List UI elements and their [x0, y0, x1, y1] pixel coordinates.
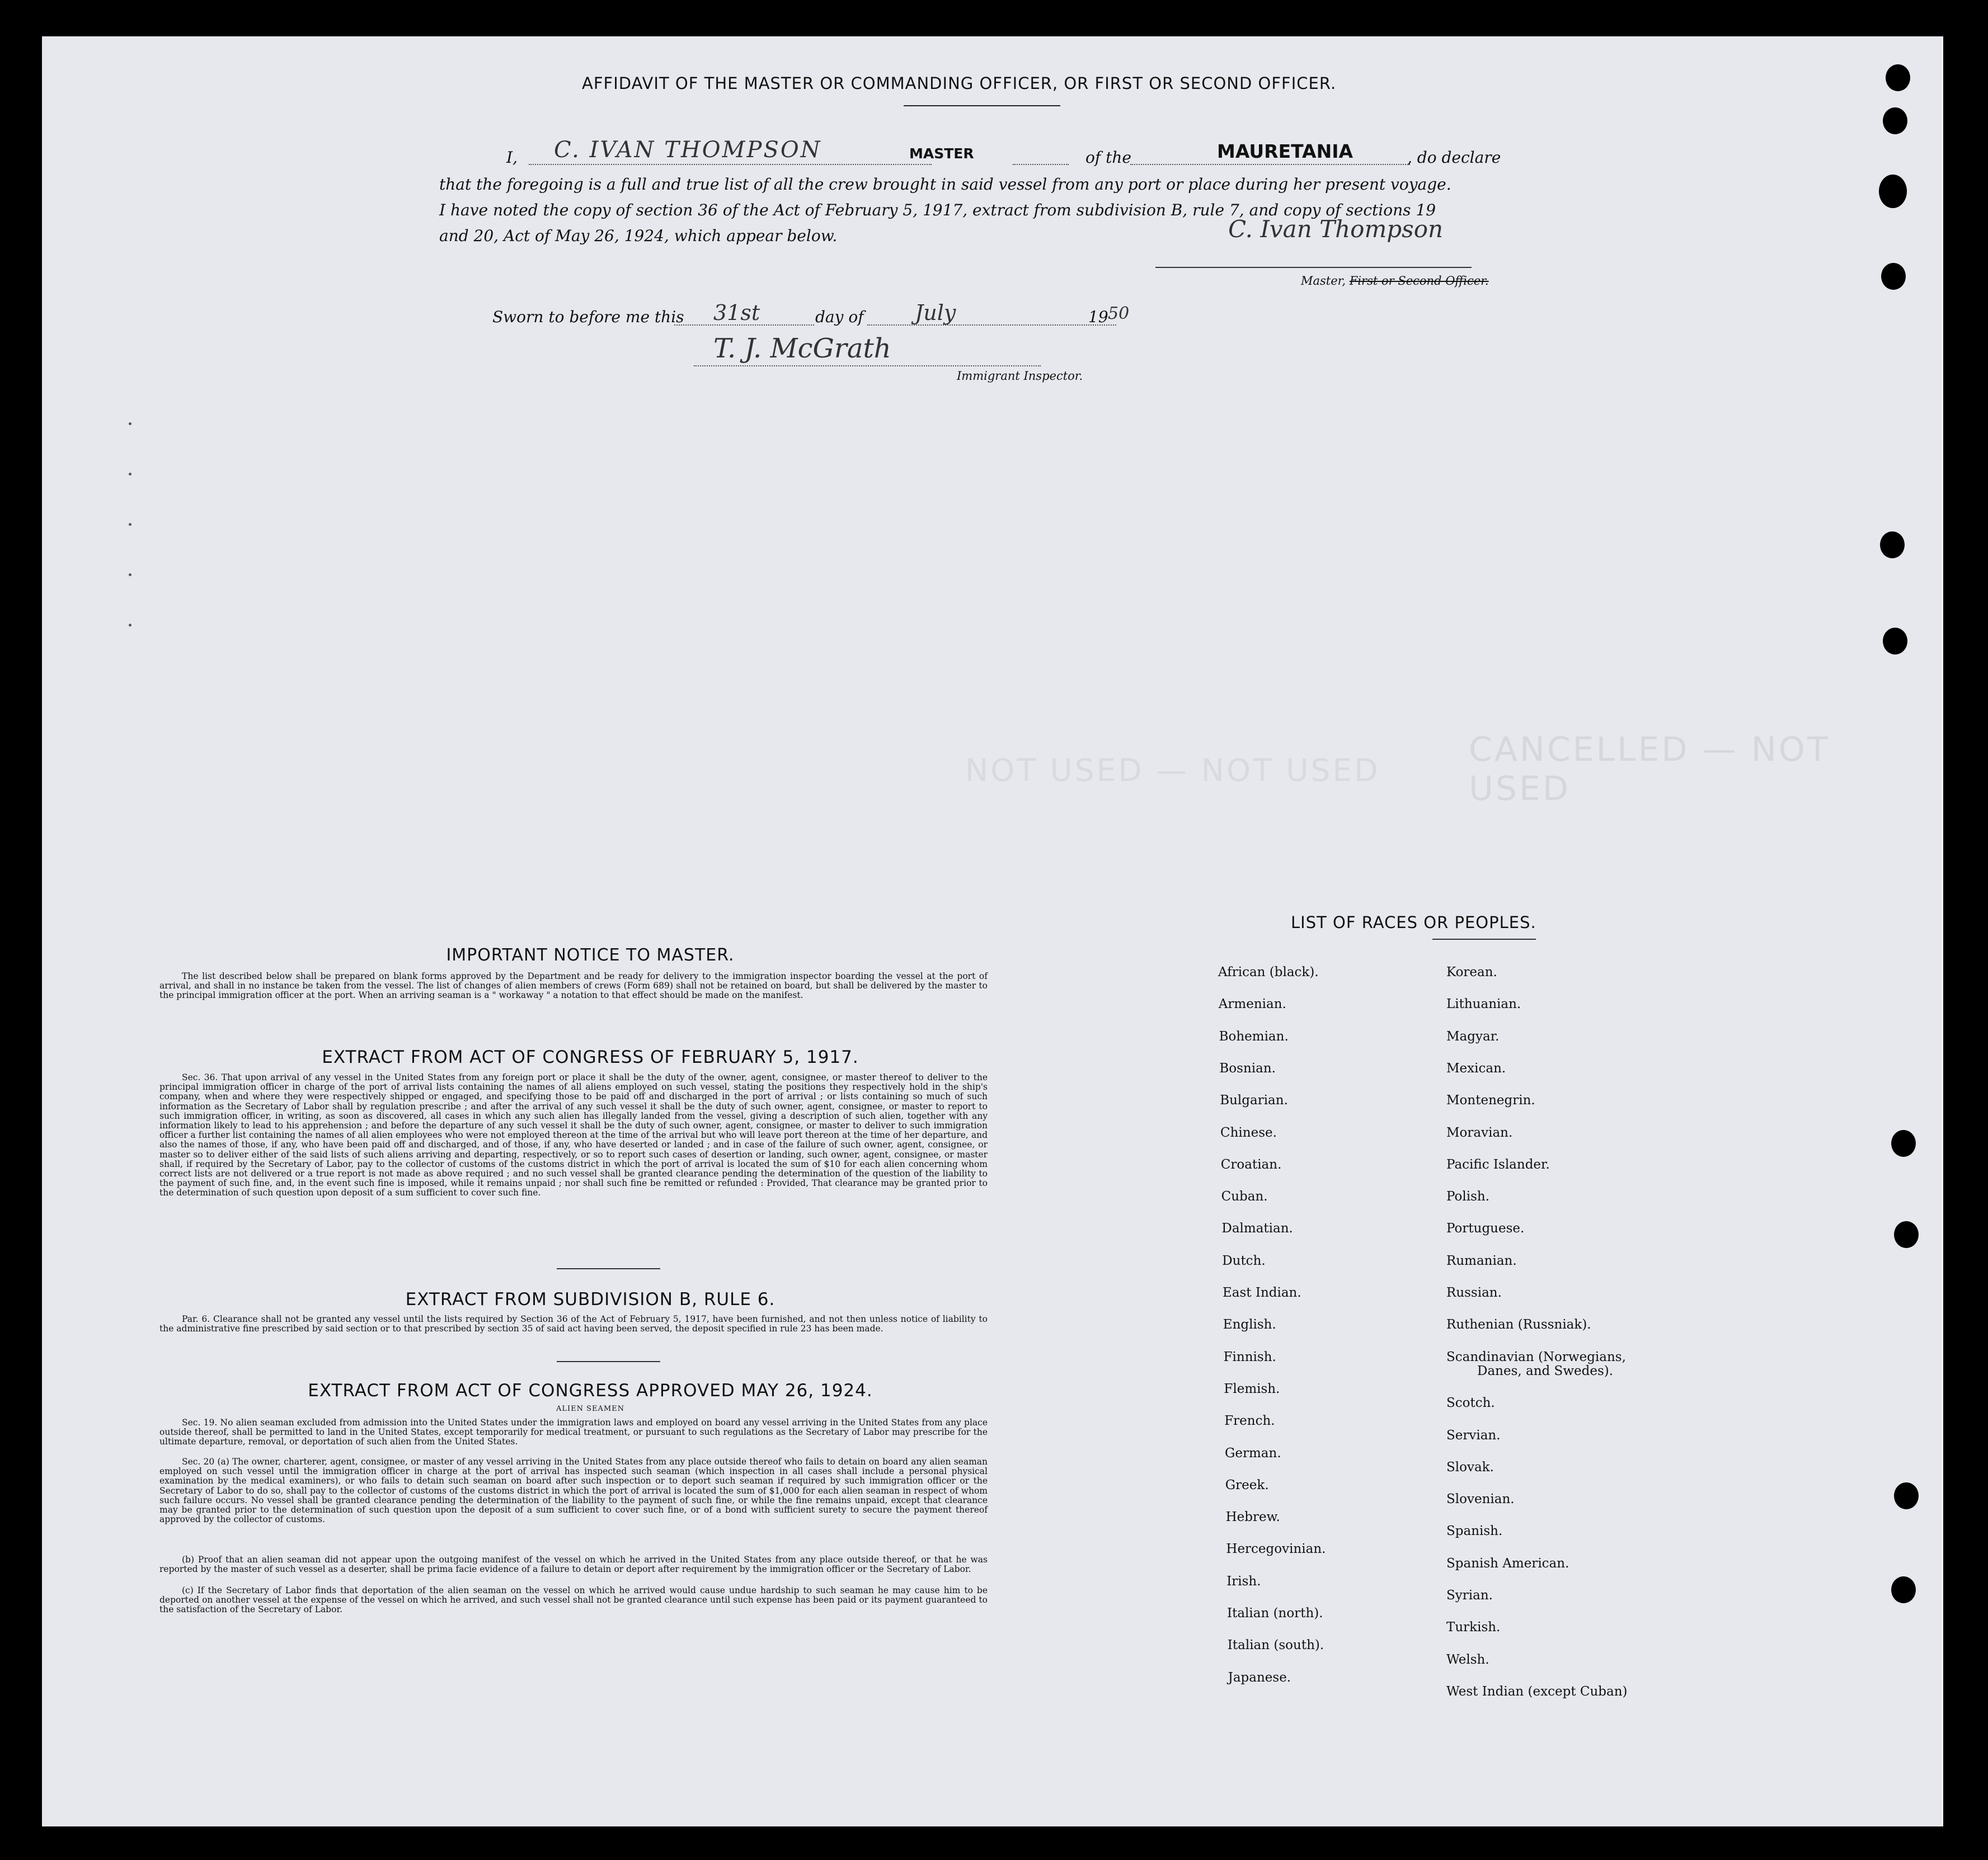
scan-speck	[129, 422, 131, 425]
race-item: Chinese.	[1220, 1125, 1277, 1140]
race-item: Greek.	[1225, 1477, 1269, 1492]
notice-title: IMPORTANT NOTICE TO MASTER.	[446, 945, 735, 965]
signature-caption-struck: First or Second Officer.	[1349, 274, 1489, 288]
race-item: German.	[1225, 1445, 1281, 1461]
race-item: Bohemian.	[1219, 1029, 1289, 1044]
race-item: Japanese.	[1228, 1670, 1291, 1685]
inspector-caption: Immigrant Inspector.	[957, 369, 1083, 383]
rank-stamp: MASTER	[909, 145, 974, 162]
race-item: Russian.	[1446, 1285, 1502, 1300]
extract-1924-subtitle: ALIEN SEAMEN	[556, 1405, 625, 1413]
title-rule	[904, 105, 1060, 106]
divider-2	[557, 1361, 660, 1362]
race-item: Rumanian.	[1446, 1253, 1517, 1268]
race-item: Servian.	[1446, 1428, 1501, 1443]
race-item: Ruthenian (Russniak).	[1446, 1317, 1591, 1332]
race-item: Syrian.	[1446, 1588, 1493, 1603]
sworn-label: Sworn to before me this	[492, 308, 684, 326]
race-item: Croatian.	[1220, 1157, 1282, 1172]
race-item: Slovenian.	[1446, 1492, 1515, 1507]
extract-1924-sec19: Sec. 19. No alien seaman excluded from admission into the United States under the immigration laws and employed on board any vessel arriving in the United States from any place outside thereof, shall be permitted to land in the United States, except temporarily for medical treatment, or pursuant to such regulations as the Secretary of Labor may prescribe for the ultimate departure, removal, or deportation of such alien from the United States.	[159, 1418, 988, 1447]
race-item: Hercegovinian.	[1226, 1542, 1326, 1557]
race-item: Armenian.	[1218, 997, 1286, 1012]
inspector-signature: T. J. McGrath	[713, 333, 891, 364]
race-item: Mexican.	[1446, 1061, 1506, 1076]
affidavit-body-1: that the foregoing is a full and true list of all the crew brought in said vessel from any port or place during her present voyage.	[439, 175, 1451, 194]
punch-hole	[1891, 1576, 1916, 1603]
extract-rule6-title: EXTRACT FROM SUBDIVISION B, RULE 6.	[405, 1289, 776, 1310]
vessel-name: MAURETANIA	[1217, 140, 1353, 162]
race-item: English.	[1223, 1317, 1276, 1332]
day-of-label: day of	[815, 308, 864, 326]
bleed-through-stamp-2: NOT USED — NOT USED	[965, 752, 1380, 788]
sworn-month: July	[915, 300, 956, 325]
affidavit-body-3: and 20, Act of May 26, 1924, which appear below.	[439, 227, 838, 245]
i-label: I,	[506, 148, 518, 167]
races-title: LIST OF RACES OR PEOPLES.	[1291, 913, 1536, 932]
sworn-day: 31st	[713, 300, 760, 325]
year-prefix: 19	[1088, 308, 1108, 326]
signature-line	[1155, 267, 1472, 268]
race-item: Polish.	[1446, 1189, 1490, 1204]
affidavit-title: AFFIDAVIT OF THE MASTER OR COMMANDING OFFICER, OR FIRST OR SECOND OFFICER.	[582, 74, 1337, 93]
race-item: African (black).	[1218, 965, 1319, 980]
punch-hole	[1883, 107, 1907, 134]
race-item: Dalmatian.	[1221, 1221, 1293, 1236]
extract-1924-sec20a: Sec. 20 (a) The owner, charterer, agent, consignee, or master of any vessel arriving in the United States from any place outside thereof who fails to detain on board any alien seaman employed on such vessel until the immigration officer in charge at the port of arrival has inspected such seaman (which inspection in all cases shall include a personal physical examination by the medical examiners), or who fails to detain such seaman on board after such inspection or to deport such seaman if required by such immigration officer or the Secretary of Labor to do so, shall pay to the collector of customs of the customs district in which the port of arrival is located the sum of $1,000 for each alien seaman in respect of whom such failure occurs. No vessel shall be granted clearance pending the determination of the liability to the payment of such fine, or while the fine remains unpaid, except that clearance may be granted prior to the determination of such question upon the deposit of a sum sufficient to cover such fine, or of a bond with sufficient surety to secure the payment thereof approved by the collector of customs.	[159, 1457, 988, 1525]
of-the-label: of the	[1085, 148, 1131, 167]
race-item: Hebrew.	[1225, 1510, 1280, 1525]
race-item: Dutch.	[1222, 1253, 1266, 1268]
rank-line	[1013, 164, 1069, 165]
race-item: Turkish.	[1446, 1620, 1501, 1635]
divider-1	[557, 1268, 660, 1269]
race-item: Portuguese.	[1446, 1221, 1525, 1236]
year-suffix: 50	[1108, 304, 1130, 323]
race-item: Flemish.	[1224, 1381, 1280, 1396]
race-item: Slovak.	[1446, 1459, 1494, 1475]
race-item: Cuban.	[1221, 1189, 1268, 1204]
race-item: Bulgarian.	[1220, 1093, 1288, 1108]
race-item: French.	[1224, 1414, 1275, 1429]
punch-hole	[1894, 1482, 1919, 1509]
races-title-rule	[1432, 939, 1536, 940]
inspector-line	[694, 365, 1041, 366]
race-item: Scandinavian (Norwegians,	[1446, 1349, 1626, 1364]
signature-caption	[1301, 274, 1489, 288]
punch-hole	[1880, 531, 1905, 558]
scan-speck	[129, 573, 131, 576]
race-item: Scotch.	[1446, 1396, 1495, 1411]
extract-1924-title: EXTRACT FROM ACT OF CONGRESS APPROVED MAY 26, 1924.	[308, 1381, 873, 1401]
scan-speck	[129, 473, 131, 475]
race-item: Spanish.	[1446, 1524, 1503, 1539]
vessel-line	[1130, 164, 1410, 165]
race-item: Pacific Islander.	[1446, 1157, 1550, 1172]
race-item: Irish.	[1226, 1574, 1261, 1589]
race-item: Bosnian.	[1219, 1061, 1276, 1076]
race-item: Spanish American.	[1446, 1556, 1569, 1571]
notice-text: The list described below shall be prepared on blank forms approved by the Department and be ready for delivery to the immigration inspector boarding the vessel at the port of arrival, and shall in no instance be taken from the vessel. The list of changes of alien members of crews (Form 689) shall not be retained on board, but shall be delivered by the master to the principal immigration officer at the port. When an arriving seaman is a " workaway " a notation to that effect should be made on the manifest.	[159, 971, 988, 1001]
extract-1917-text: Sec. 36. That upon arrival of any vessel in the United States from any foreign port or place it shall be the duty of the owner, agent, consignee, or master thereof to deliver to the principal immigration officer in charge of the port of arrival lists containing the names of all aliens employed on such vessel, stating the positions they respectively hold in the ship's company, when and where they were respectively shipped or engaged, and specifying those to be paid off and discharged in the port of arrival ; or lists containing so much of such information as the Secretary of Labor shall by regulation prescribe ; and after the arrival of any such vessel it shall be the duty of such owner, agent, consignee, or master to report to such immigration officer, in writing, as soon as discovered, all cases in which any such alien has illegally landed from the vessel, giving a description of such alien, together with any information likely to lead to his apprehension ; and before the departure of any such vessel it shall be the duty of such owner, agent, consignee, or master to deliver to such immigration officer a further list containing the names of all alien employees who were not employed thereon at the time of the arrival but who will leave port thereon at the time of her departure, and also the names of those, if any, who have been paid off and discharged, and of those, if any, who have deserted or landed ; and in case of the failure of such owner, agent, consignee, or master so to deliver either of the said lists of such aliens arriving and departing, respectively, or so to report such cases of desertion or landing, such owner, agent, consignee, or master shall, if required by the Secretary of Labor, pay to the collector of customs of the customs district in which the port of arrival is located the sum of $10 for each alien concerning whom correct lists are not delivered or a true report is not made as above required ; and no such vessel shall be granted clearance pending the determination of the question of the liability to the payment of such fine, and, in the event such fine is imposed, while it remains unpaid ; nor shall such fine be remitted or refunded : Provided, That clearance may be granted prior to the determination of such question upon deposit of a sum sufficient to cover such fine.	[159, 1072, 988, 1198]
signature-caption-prefix: Master,	[1301, 274, 1346, 288]
extract-1924-sec20b: (b) Proof that an alien seaman did not appear upon the outgoing manifest of the vessel on which he arrived in the United States from any place outside thereof, or that he was reported by the master of such vessel as a deserter, shall be prima facie evidence of a failure to detain or deport after requirement by the immigration officer or the Secretary of Labor.	[159, 1555, 988, 1575]
race-item: East Indian.	[1223, 1285, 1301, 1300]
extract-1917-title: EXTRACT FROM ACT OF CONGRESS OF FEBRUARY 5, 1917.	[322, 1047, 859, 1067]
race-item: Welsh.	[1446, 1652, 1489, 1667]
do-declare-label: , do declare	[1407, 148, 1501, 167]
punch-hole	[1879, 175, 1907, 208]
race-item: Finnish.	[1223, 1349, 1276, 1364]
race-item: Lithuanian.	[1446, 997, 1521, 1012]
race-item: Italian (south).	[1227, 1638, 1324, 1653]
punch-hole	[1883, 628, 1907, 654]
document-page	[42, 36, 1943, 1826]
race-item: Danes, and Swedes).	[1477, 1363, 1614, 1378]
punch-hole	[1886, 64, 1910, 91]
race-item: West Indian (except Cuban)	[1446, 1684, 1628, 1699]
extract-1924-sec20c: (c) If the Secretary of Labor finds that deportation of the alien seaman on the vessel on which he arrived would cause undue hardship to such seaman he may cause him to be deported on another vessel at the expense of the vessel on which he arrived, and such vessel shall not be granted clearance until such expense has been paid or its payment guaranteed to the satisfaction of the Secretary of Labor.	[159, 1585, 988, 1615]
master-name-line	[529, 164, 932, 165]
race-item: Italian (north).	[1227, 1606, 1323, 1621]
master-name-handwritten: C. IVAN THOMPSON	[554, 137, 822, 163]
race-item: Montenegrin.	[1446, 1093, 1535, 1108]
scan-speck	[129, 624, 131, 627]
affidavit-body-2: I have noted the copy of section 36 of the Act of February 5, 1917, extract from subdivision B, rule 7, and copy of sections 19	[439, 201, 1436, 219]
punch-hole	[1894, 1221, 1919, 1248]
sworn-month-line	[867, 324, 1116, 326]
extract-rule6-text: Par. 6. Clearance shall not be granted any vessel until the lists required by Section 36 of the Act of February 5, 1917, have been furnished, and not then unless notice of liability to the administrative fine prescribed by said section or to that prescribed by section 35 of said act having been served, the deposit specified in rule 23 has been made.	[159, 1314, 988, 1334]
race-item: Magyar.	[1446, 1029, 1500, 1044]
bleed-through-stamp-1: CANCELLED — NOT USED	[1469, 730, 1830, 808]
race-item: Korean.	[1446, 965, 1497, 980]
punch-hole	[1881, 263, 1906, 290]
master-signature: C. Ivan Thompson	[1228, 215, 1444, 243]
scan-speck	[129, 523, 131, 526]
punch-hole	[1891, 1130, 1916, 1157]
race-item: Moravian.	[1446, 1125, 1513, 1140]
